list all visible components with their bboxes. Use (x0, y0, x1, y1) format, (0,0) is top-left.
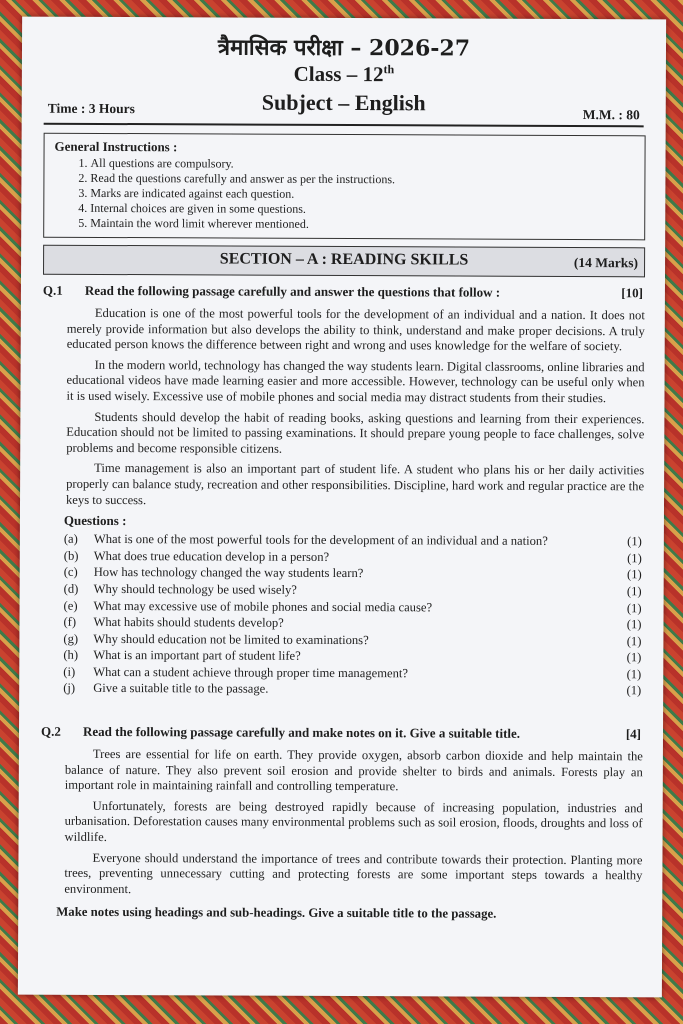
class-heading (22, 61, 666, 89)
instruction-item: 5. Maintain the word limit wherever mentioned. (90, 216, 634, 233)
question-1-passage (66, 306, 645, 511)
instructions-list (54, 156, 634, 234)
question-instruction: Read the following passage carefully and answer the questions that follow : (84, 282, 501, 300)
passage-paragraph: Trees are essential for life on earth. They provide oxygen, absorb carbon dioxide and help maintain the balance of nature. They also prevent soil erosion and provide shelter to birds and animals. Forests play an important role in maintaining rainfall and controlling temperature. (64, 746, 643, 794)
subquestion-marks: (1) (626, 667, 642, 682)
question-number: Q.2 (40, 723, 61, 739)
header-divider (44, 123, 644, 128)
subquestion-label: (h) (63, 648, 79, 663)
instruction-item: 2. Read the questions carefully and answer as per the instructions. (90, 171, 634, 188)
section-marks: (14 Marks) (573, 255, 639, 271)
subquestion-marks: (1) (626, 584, 642, 599)
maximum-marks: M.M. : 80 (582, 107, 640, 123)
subquestion-text: Why should education not be limited to examinations? (93, 631, 369, 647)
subquestion-label: (a) (63, 531, 78, 546)
passage-paragraph: Students should develop the habit of reading books, asking questions and learning from their experiences. Education should not be limited to passing examinations. It should prepare young people to face challenges, solve problems and become responsible citizens. (66, 409, 645, 456)
subquestion-label: (e) (63, 598, 78, 613)
subquestion-label: (f) (63, 614, 77, 629)
exam-title-hindi: त्रैमासिक परीक्षा – 2026-27 (217, 34, 471, 62)
subquestion-marks: (1) (627, 534, 642, 549)
subquestion-text: What does true education develop in a person? (93, 548, 330, 564)
subquestion-text: Give a suitable title to the passage. (93, 681, 269, 697)
subquestion-text: What is one of the most powerful tools for the development of an individual and a nation? (93, 532, 548, 549)
subquestion-label: (c) (63, 565, 78, 580)
subquestion-marks: (1) (627, 550, 642, 566)
question-2-heading (41, 724, 643, 744)
subquestion-text: What may excessive use of mobile phones and social media cause? (93, 598, 433, 614)
class-superscript: th (383, 62, 395, 77)
subquestion-marks: (1) (626, 600, 642, 615)
passage-paragraph: Everyone should understand the importance of trees and contribute towards their protection. Planting more trees, preventing unnecessary cutting and protecting forests are some important steps towards a healthy environment. (64, 850, 643, 896)
passage-paragraph: In the modern world, technology has changed the way students learn. Digital classrooms, online libraries and educational videos have made learning easier and more accessible. However, technology can be useful only when it is used wisely. Excessive use of mobile phones and social media may distract students from their studies. (66, 357, 645, 406)
subquestion-text: What is an important part of student life? (93, 648, 301, 664)
question-number: Q.1 (42, 282, 63, 298)
instructions-title: General Instructions : (54, 138, 178, 155)
subquestion-text: Why should technology be used wisely? (93, 581, 297, 597)
question-marks: [4] (625, 726, 642, 742)
question-marks: [10] (621, 285, 643, 301)
subquestion-label: (b) (63, 548, 79, 563)
question-1-subquestions (63, 532, 642, 700)
subquestion-marks: (1) (626, 650, 642, 665)
section-title: SECTION – A : READING SKILLS (219, 250, 469, 269)
instruction-item: 4. Internal choices are given in some questions. (90, 201, 634, 218)
subquestion-label: (g) (63, 631, 79, 646)
instruction-item: 1. All questions are compulsory. (90, 156, 634, 173)
subquestion-label: (d) (63, 581, 79, 596)
subquestion-text: How has technology changed the way students learn? (93, 565, 364, 581)
subquestion-marks: (1) (626, 567, 642, 582)
passage-paragraph: Time management is also an important part of student life. A student who plans his or her daily activities properly can balance study, recreation and other responsibilities. Discipline, hard work and regular practice are the keys to success. (66, 461, 645, 507)
exam-paper (18, 17, 666, 998)
subquestion-label: (j) (63, 681, 76, 696)
subquestion-text: What habits should students develop? (93, 615, 284, 630)
question-instruction: Read the following passage carefully and make notes on it. Give a suitable title. (82, 723, 521, 741)
subquestion-row (63, 681, 641, 700)
question-1-heading (43, 283, 645, 303)
questions-heading: Questions : (63, 512, 127, 529)
subquestion-marks: (1) (626, 633, 642, 648)
subquestion-marks: (1) (626, 617, 642, 632)
subquestion-text: What can a student achieve through proper time management? (93, 664, 409, 681)
subquestion-marks: (1) (626, 683, 642, 698)
subquestion-label: (i) (63, 664, 76, 679)
passage-paragraph: Education is one of the most powerful tools for the development of an individual and a nation. It does not merely provide information but also develops the ability to think, understand and make proper decisions. A truly educated person knows the difference between right and wrong and uses knowledge for the welfare of society. (66, 305, 645, 354)
class-label: Class – 12 (293, 61, 384, 87)
paper-header (22, 17, 666, 132)
question-2-passage (64, 747, 643, 900)
instruction-item: 3. Marks are indicated against each question. (90, 186, 634, 203)
note-making-instruction: Make notes using headings and sub-headings. Give a suitable title to the passage. (56, 905, 497, 922)
passage-paragraph: Unfortunately, forests are being destroyed rapidly because of increasing population, industries and urbanisation. Deforestation causes many environmental problems such as soil erosion, floods, droughts and loss of wildlife. (64, 798, 643, 845)
section-a-banner (43, 245, 645, 278)
time-duration: Time : 3 Hours (47, 100, 135, 117)
subject-heading: Subject – English (261, 89, 426, 116)
general-instructions-box (43, 133, 645, 241)
